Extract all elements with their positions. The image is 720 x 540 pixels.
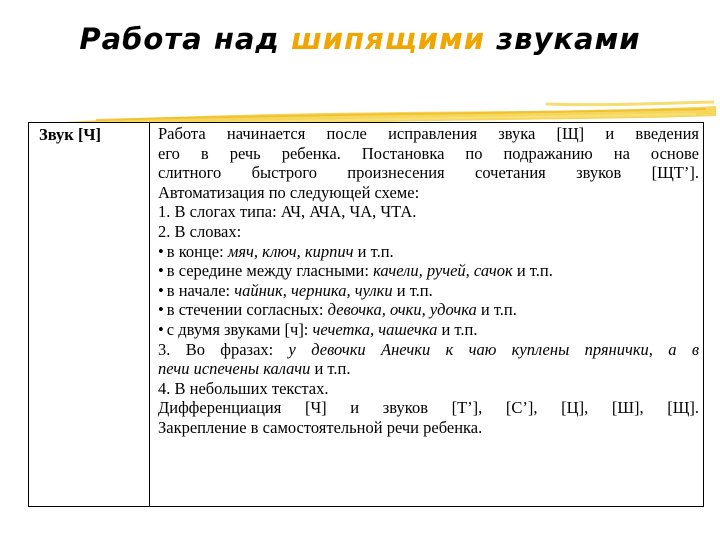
bullet-tail: и т.п. (437, 319, 478, 339)
text-line: 1. В слогах типа: АЧ, АЧА, ЧА, ЧТА. (158, 202, 417, 222)
bullet-icon: • (158, 280, 164, 300)
label-cell (29, 123, 150, 507)
title-accent-word: шипящими (290, 22, 486, 56)
bullet-examples: девочка, очки, удочка (327, 300, 477, 320)
bullet-label: с двумя звуками [ч]: (166, 319, 313, 339)
bullet-tail: и т.п. (353, 241, 394, 261)
content-table (28, 122, 704, 507)
text-line: 2. В словах: (158, 221, 242, 241)
phrases-label: 3. Во фразах: (158, 339, 289, 359)
bullet-item (158, 242, 699, 262)
bullet-item (158, 281, 699, 301)
bullet-examples: чайник, черника, чулки (234, 280, 393, 300)
description-cell (150, 123, 704, 507)
bullet-item (158, 300, 699, 320)
bullet-tail: и т.п. (512, 261, 553, 281)
bullet-label: в середине между гласными: (166, 261, 374, 281)
bullet-label: в стечении согласных: (166, 300, 328, 320)
phrases-example: у девочки Анечки к чаю куплены прянички, а в (288, 339, 699, 359)
bullet-icon: • (158, 261, 164, 281)
title-part-1: Работа над (79, 22, 291, 56)
slide-title (0, 22, 720, 56)
bullet-examples: мяч, ключ, кирпич (227, 241, 354, 261)
bullet-label: в начале: (166, 280, 235, 300)
phrases-tail: и т.п. (310, 359, 351, 379)
text-line: Автоматизация по следующей схеме: (158, 182, 420, 202)
title-part-2: звуками (485, 22, 641, 56)
table-row (29, 123, 704, 507)
text-line: слитного быстрого произнесения сочетания звуков [ЩТ’]. (158, 163, 699, 183)
bullet-examples: чечетка, чашечка (312, 319, 438, 339)
sound-label: Звук [Ч] (39, 125, 102, 144)
phrases-example: печи испечены калачи (158, 359, 311, 379)
bullet-item (158, 261, 699, 281)
text-line: Работа начинается после исправления звука [Щ] и введения (158, 124, 699, 143)
text-line: Закрепление в самостоятельной речи ребенка. (158, 417, 483, 437)
bullet-icon: • (158, 241, 164, 261)
phrases-line (158, 340, 699, 360)
text-line: его в речь ребенка. Постановка по подражанию на основе (158, 143, 699, 163)
bullet-tail: и т.п. (476, 300, 517, 320)
bullet-tail: и т.п. (392, 280, 433, 300)
bullet-icon: • (158, 300, 164, 320)
bullet-item (158, 320, 699, 340)
text-line: Дифференциация [Ч] и звуков [Т’], [С’], [Ц], [Ш], [Щ]. (158, 398, 699, 418)
text-line: 4. В небольших текстах. (158, 378, 329, 398)
bullet-icon: • (158, 319, 164, 339)
bullet-label: в конце: (166, 241, 228, 261)
bullet-examples: качели, ручей, сачок (373, 261, 513, 281)
phrases-line (158, 359, 699, 379)
